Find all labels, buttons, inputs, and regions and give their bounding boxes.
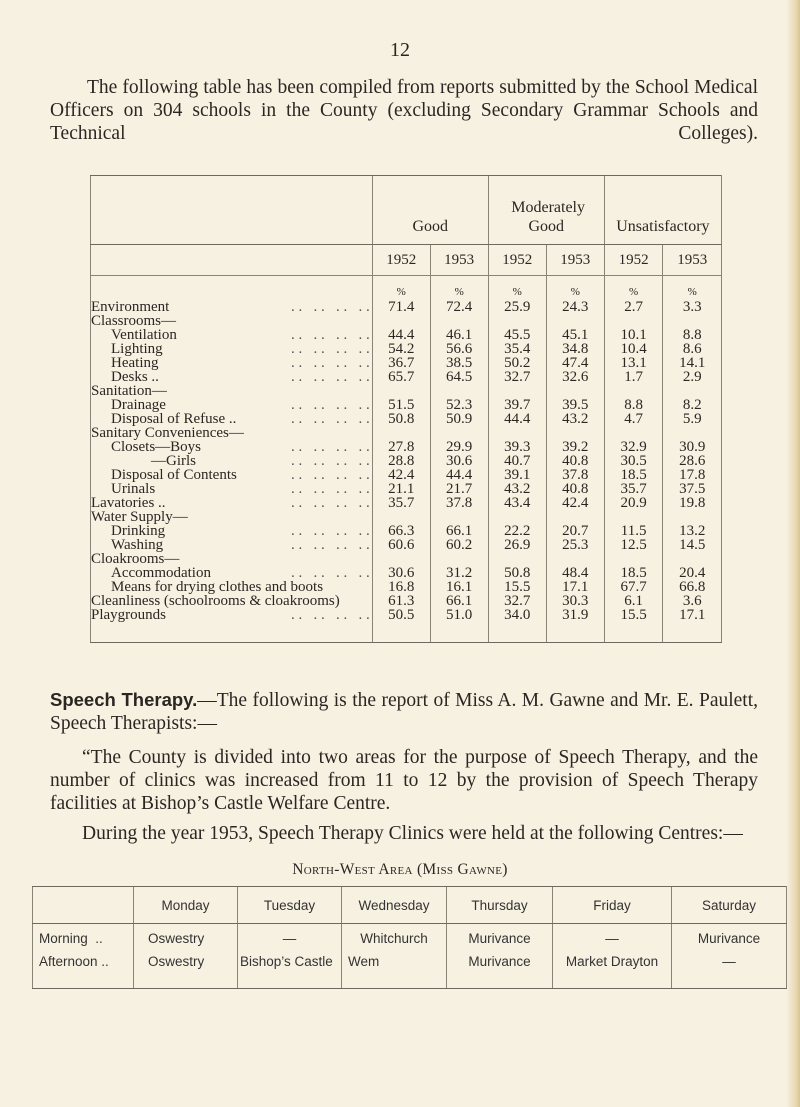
value-cell: 71.4 bbox=[372, 300, 430, 314]
empty-cell bbox=[430, 622, 488, 643]
empty-cell bbox=[91, 622, 373, 643]
row-label bbox=[91, 342, 373, 356]
value-cell: 51.0 bbox=[430, 608, 488, 622]
row-label-text: Lavatories .. bbox=[91, 495, 166, 511]
value-cell: 28.6 bbox=[663, 454, 722, 468]
percent-symbol: % bbox=[604, 276, 663, 301]
schedule-cell: Whitchurch bbox=[342, 924, 447, 953]
value-cell bbox=[488, 510, 546, 524]
value-cell: 20.9 bbox=[604, 496, 663, 510]
row-label-text: Closets—Boys bbox=[111, 439, 202, 455]
leader-dots: . . . . . . . . bbox=[291, 369, 370, 385]
empty-cell bbox=[546, 622, 604, 643]
leader-dots: . . . . . . . . bbox=[291, 397, 370, 413]
row-label bbox=[91, 496, 373, 510]
row-label-text: Water Supply— bbox=[91, 509, 188, 525]
leader-dots: . . . . . . . . bbox=[291, 537, 370, 553]
schedule-cell: — bbox=[553, 924, 672, 953]
schedule-cell: Wem bbox=[342, 952, 447, 989]
value-cell: 44.4 bbox=[488, 412, 546, 426]
leader-dots: . . . . . . . . bbox=[291, 355, 370, 371]
leader-dots: . . . . . . . . bbox=[291, 439, 370, 455]
leader-dots: . . . . . . . . bbox=[291, 607, 370, 623]
row-label bbox=[91, 538, 373, 552]
value-cell: 8.2 bbox=[663, 398, 722, 412]
value-cell: 30.3 bbox=[546, 594, 604, 608]
value-cell: 61.3 bbox=[372, 594, 430, 608]
leader-dots: . . . . . . . . bbox=[291, 327, 370, 343]
table-row bbox=[91, 454, 722, 468]
value-cell: 30.6 bbox=[372, 566, 430, 580]
value-cell: 3.6 bbox=[663, 594, 722, 608]
row-label-text: Drinking bbox=[111, 523, 166, 539]
value-cell: 64.5 bbox=[430, 370, 488, 384]
schedule-cell: Murivance bbox=[672, 924, 787, 953]
value-cell: 8.8 bbox=[663, 328, 722, 342]
year-header: 1953 bbox=[663, 245, 722, 276]
value-cell: 50.5 bbox=[372, 608, 430, 622]
schedule-cell: Murivance bbox=[447, 924, 553, 953]
empty-cell bbox=[372, 622, 430, 643]
leader-dots: . . . . . . . . bbox=[291, 523, 370, 539]
intro-paragraph: The following table has been compiled from reports submitted by the School Medical Officers on 304 schools in the County (excluding Secondary Grammar Schools and Technical Colleges). bbox=[50, 77, 758, 144]
row-label bbox=[91, 314, 373, 328]
value-cell: 21.7 bbox=[430, 482, 488, 496]
value-cell: 40.8 bbox=[546, 482, 604, 496]
value-cell: 1.7 bbox=[604, 370, 663, 384]
table-row bbox=[91, 496, 722, 510]
value-cell: 66.3 bbox=[372, 524, 430, 538]
value-cell bbox=[430, 314, 488, 328]
value-cell bbox=[488, 426, 546, 440]
table-bottom-spacer bbox=[91, 622, 722, 643]
row-label bbox=[91, 580, 373, 594]
row-label bbox=[91, 566, 373, 580]
row-label bbox=[91, 440, 373, 454]
leader-dots: . . . . . . . . bbox=[291, 467, 370, 483]
day-header-wednesday: Wednesday bbox=[342, 887, 447, 924]
row-label-text: Sanitary Conveniences— bbox=[91, 425, 244, 441]
day-header-monday: Monday bbox=[134, 887, 238, 924]
table-row bbox=[91, 398, 722, 412]
schedule-cell: Oswestry bbox=[134, 952, 238, 989]
value-cell: 15.5 bbox=[604, 608, 663, 622]
leader-dots: . . . . . . . . bbox=[291, 495, 370, 511]
group-header-moderately-good: Moderately Good bbox=[488, 176, 604, 245]
schedule-corner-cell bbox=[33, 887, 134, 924]
value-cell: 24.3 bbox=[546, 300, 604, 314]
value-cell: 50.2 bbox=[488, 356, 546, 370]
value-cell bbox=[663, 552, 722, 566]
value-cell bbox=[372, 314, 430, 328]
value-cell: 39.2 bbox=[546, 440, 604, 454]
value-cell: 14.1 bbox=[663, 356, 722, 370]
value-cell: 30.5 bbox=[604, 454, 663, 468]
table-row bbox=[91, 328, 722, 342]
value-cell: 32.7 bbox=[488, 370, 546, 384]
school-conditions-table bbox=[90, 175, 722, 643]
row-label-text: Playgrounds bbox=[91, 607, 166, 623]
table-row bbox=[91, 384, 722, 398]
value-cell: 60.2 bbox=[430, 538, 488, 552]
survey-table-body bbox=[91, 276, 722, 643]
row-label-text: Desks .. bbox=[111, 369, 159, 385]
schedule-cell: Murivance bbox=[447, 952, 553, 989]
row-label bbox=[91, 482, 373, 496]
value-cell: 32.7 bbox=[488, 594, 546, 608]
value-cell: 50.8 bbox=[372, 412, 430, 426]
empty-cell bbox=[91, 276, 373, 301]
value-cell: 6.1 bbox=[604, 594, 663, 608]
value-cell: 20.4 bbox=[663, 566, 722, 580]
value-cell: 17.8 bbox=[663, 468, 722, 482]
value-cell: 13.1 bbox=[604, 356, 663, 370]
table-row bbox=[91, 356, 722, 370]
value-cell: 26.9 bbox=[488, 538, 546, 552]
row-label bbox=[91, 398, 373, 412]
value-cell: 10.4 bbox=[604, 342, 663, 356]
page-number: 12 bbox=[390, 39, 410, 61]
value-cell: 17.1 bbox=[546, 580, 604, 594]
value-cell: 2.9 bbox=[663, 370, 722, 384]
row-label bbox=[91, 426, 373, 440]
schedule-cell: Oswestry bbox=[134, 924, 238, 953]
value-cell: 35.4 bbox=[488, 342, 546, 356]
value-cell: 66.1 bbox=[430, 524, 488, 538]
group-header-good: Good bbox=[372, 176, 488, 245]
value-cell: 42.4 bbox=[372, 468, 430, 482]
row-label-text: Means for drying clothes and boots bbox=[111, 579, 324, 595]
speech-therapy-paragraph bbox=[50, 688, 758, 735]
value-cell: 60.6 bbox=[372, 538, 430, 552]
value-cell bbox=[372, 510, 430, 524]
speech-therapy-heading: Speech Therapy. bbox=[50, 689, 198, 710]
row-label-text: Accommodation bbox=[111, 565, 211, 581]
group-header-unsatisfactory: Unsatisfactory bbox=[604, 176, 721, 245]
value-cell: 15.5 bbox=[488, 580, 546, 594]
value-cell: 28.8 bbox=[372, 454, 430, 468]
value-cell: 25.3 bbox=[546, 538, 604, 552]
row-label bbox=[91, 468, 373, 482]
value-cell bbox=[546, 384, 604, 398]
empty-cell bbox=[663, 622, 722, 643]
value-cell: 37.5 bbox=[663, 482, 722, 496]
value-cell bbox=[604, 510, 663, 524]
value-cell: 31.2 bbox=[430, 566, 488, 580]
value-cell: 13.2 bbox=[663, 524, 722, 538]
table-row bbox=[91, 608, 722, 622]
value-cell: 51.5 bbox=[372, 398, 430, 412]
value-cell bbox=[663, 314, 722, 328]
value-cell: 5.9 bbox=[663, 412, 722, 426]
page-edge-shadow bbox=[786, 0, 800, 1107]
value-cell bbox=[430, 510, 488, 524]
row-label bbox=[91, 552, 373, 566]
table-row bbox=[91, 552, 722, 566]
value-cell: 52.3 bbox=[430, 398, 488, 412]
row-label-text: —Girls bbox=[151, 453, 196, 469]
table-row bbox=[91, 510, 722, 524]
year-header: 1953 bbox=[546, 245, 604, 276]
value-cell bbox=[663, 510, 722, 524]
value-cell: 65.7 bbox=[372, 370, 430, 384]
value-cell: 34.8 bbox=[546, 342, 604, 356]
table-row bbox=[91, 524, 722, 538]
value-cell: 45.5 bbox=[488, 328, 546, 342]
clinic-schedule-table bbox=[32, 886, 787, 989]
empty-cell bbox=[488, 622, 546, 643]
table-row bbox=[91, 468, 722, 482]
value-cell bbox=[604, 552, 663, 566]
value-cell: 39.1 bbox=[488, 468, 546, 482]
table-row bbox=[91, 440, 722, 454]
row-label-text: Classrooms— bbox=[91, 313, 177, 329]
value-cell: 39.5 bbox=[546, 398, 604, 412]
value-cell: 39.7 bbox=[488, 398, 546, 412]
row-label-text: Environment bbox=[91, 299, 170, 315]
value-cell bbox=[546, 552, 604, 566]
leader-dots: . . . . . . . . bbox=[291, 299, 370, 315]
row-label-text: Sanitation— bbox=[91, 383, 167, 399]
value-cell bbox=[430, 426, 488, 440]
value-cell bbox=[488, 384, 546, 398]
value-cell: 2.7 bbox=[604, 300, 663, 314]
value-cell: 17.1 bbox=[663, 608, 722, 622]
value-cell: 31.9 bbox=[546, 608, 604, 622]
value-cell: 10.1 bbox=[604, 328, 663, 342]
row-label-text: Cleanliness (schoolrooms & cloakrooms) bbox=[91, 593, 340, 609]
value-cell: 39.3 bbox=[488, 440, 546, 454]
row-label bbox=[91, 356, 373, 370]
value-cell: 30.9 bbox=[663, 440, 722, 454]
year-header: 1952 bbox=[372, 245, 430, 276]
session-label: Morning .. bbox=[33, 924, 134, 953]
year-header: 1953 bbox=[430, 245, 488, 276]
row-label-text: Ventilation bbox=[111, 327, 177, 343]
value-cell: 46.1 bbox=[430, 328, 488, 342]
value-cell bbox=[372, 552, 430, 566]
year-header: 1952 bbox=[604, 245, 663, 276]
table-row bbox=[91, 342, 722, 356]
value-cell: 8.6 bbox=[663, 342, 722, 356]
day-header-saturday: Saturday bbox=[672, 887, 787, 924]
percent-symbol: % bbox=[372, 276, 430, 301]
value-cell: 11.5 bbox=[604, 524, 663, 538]
value-cell: 50.8 bbox=[488, 566, 546, 580]
value-cell: 18.5 bbox=[604, 566, 663, 580]
day-header-tuesday: Tuesday bbox=[238, 887, 342, 924]
table-row bbox=[91, 594, 722, 608]
value-cell: 34.0 bbox=[488, 608, 546, 622]
row-label-text: Disposal of Contents bbox=[111, 467, 237, 483]
value-cell: 43.2 bbox=[546, 412, 604, 426]
leader-dots: . . . . . . . . bbox=[291, 481, 370, 497]
day-header-thursday: Thursday bbox=[447, 887, 553, 924]
value-cell bbox=[372, 384, 430, 398]
value-cell bbox=[546, 510, 604, 524]
value-cell: 66.8 bbox=[663, 580, 722, 594]
row-label-text: Cloakrooms— bbox=[91, 551, 180, 567]
value-cell: 43.2 bbox=[488, 482, 546, 496]
value-cell: 8.8 bbox=[604, 398, 663, 412]
schedule-cell: — bbox=[672, 952, 787, 989]
row-label bbox=[91, 370, 373, 384]
row-label-text: Washing bbox=[111, 537, 164, 553]
leader-dots: . . . . . . . . bbox=[291, 565, 370, 581]
value-cell: 36.7 bbox=[372, 356, 430, 370]
row-label-text: Urinals bbox=[111, 481, 156, 497]
leader-dots: . . . . . . . . bbox=[291, 411, 370, 427]
schedule-row-afternoon bbox=[33, 952, 787, 989]
value-cell: 45.1 bbox=[546, 328, 604, 342]
value-cell bbox=[604, 314, 663, 328]
year-header: 1952 bbox=[488, 245, 546, 276]
percent-symbol-row bbox=[91, 276, 722, 301]
row-label bbox=[91, 524, 373, 538]
clinics-intro: During the year 1953, Speech Therapy Clinics were held at the following Centres:— bbox=[82, 823, 743, 844]
value-cell: 56.6 bbox=[430, 342, 488, 356]
group-header-row bbox=[91, 176, 722, 245]
table-row bbox=[91, 300, 722, 314]
value-cell bbox=[372, 426, 430, 440]
value-cell: 14.5 bbox=[663, 538, 722, 552]
empty-cell bbox=[604, 622, 663, 643]
leader-dots: . . . . . . . . bbox=[291, 453, 370, 469]
table-row bbox=[91, 566, 722, 580]
value-cell: 16.8 bbox=[372, 580, 430, 594]
row-label bbox=[91, 384, 373, 398]
value-cell: 22.2 bbox=[488, 524, 546, 538]
schedule-header-row bbox=[33, 887, 787, 924]
value-cell: 12.5 bbox=[604, 538, 663, 552]
value-cell: 27.8 bbox=[372, 440, 430, 454]
value-cell: 40.8 bbox=[546, 454, 604, 468]
schedule-row-morning bbox=[33, 924, 787, 953]
leader-dots: . . . . . . . . bbox=[291, 341, 370, 357]
session-label: Afternoon .. bbox=[33, 952, 134, 989]
row-label bbox=[91, 412, 373, 426]
value-cell: 54.2 bbox=[372, 342, 430, 356]
label-header-cell bbox=[91, 176, 373, 245]
value-cell bbox=[604, 384, 663, 398]
row-label-text: Lighting bbox=[111, 341, 163, 357]
value-cell: 25.9 bbox=[488, 300, 546, 314]
row-label bbox=[91, 510, 373, 524]
day-header-friday: Friday bbox=[553, 887, 672, 924]
value-cell: 48.4 bbox=[546, 566, 604, 580]
row-label bbox=[91, 300, 373, 314]
value-cell: 29.9 bbox=[430, 440, 488, 454]
value-cell: 20.7 bbox=[546, 524, 604, 538]
table-row bbox=[91, 412, 722, 426]
year-label-cell bbox=[91, 245, 373, 276]
schedule-cell: Market Drayton bbox=[553, 952, 672, 989]
value-cell: 35.7 bbox=[372, 496, 430, 510]
value-cell: 16.1 bbox=[430, 580, 488, 594]
table-row bbox=[91, 314, 722, 328]
schedule-cell: Bishop’s Castle bbox=[238, 952, 342, 989]
value-cell: 50.9 bbox=[430, 412, 488, 426]
value-cell: 30.6 bbox=[430, 454, 488, 468]
value-cell: 42.4 bbox=[546, 496, 604, 510]
table-row bbox=[91, 426, 722, 440]
value-cell: 72.4 bbox=[430, 300, 488, 314]
value-cell: 38.5 bbox=[430, 356, 488, 370]
row-label bbox=[91, 594, 373, 608]
speech-therapy-quote: “The County is divided into two areas for the purpose of Speech Therapy, and the number of clinics was increased from 11 to 12 by the provision of Speech Therapy facilities at Bishop’s Castle Welfare Centre. bbox=[50, 747, 758, 814]
value-cell bbox=[488, 314, 546, 328]
value-cell bbox=[546, 314, 604, 328]
value-cell bbox=[488, 552, 546, 566]
value-cell bbox=[430, 552, 488, 566]
value-cell bbox=[604, 426, 663, 440]
value-cell bbox=[663, 384, 722, 398]
table-row bbox=[91, 370, 722, 384]
table-row bbox=[91, 482, 722, 496]
value-cell: 3.3 bbox=[663, 300, 722, 314]
value-cell: 67.7 bbox=[604, 580, 663, 594]
value-cell: 40.7 bbox=[488, 454, 546, 468]
value-cell: 44.4 bbox=[372, 328, 430, 342]
percent-symbol: % bbox=[488, 276, 546, 301]
row-label-text: Disposal of Refuse .. bbox=[111, 411, 237, 427]
row-label bbox=[91, 328, 373, 342]
schedule-cell: — bbox=[238, 924, 342, 953]
value-cell bbox=[430, 384, 488, 398]
row-label bbox=[91, 608, 373, 622]
row-label-text: Heating bbox=[111, 355, 159, 371]
percent-symbol: % bbox=[430, 276, 488, 301]
table-row bbox=[91, 580, 722, 594]
value-cell bbox=[546, 426, 604, 440]
value-cell: 32.9 bbox=[604, 440, 663, 454]
value-cell: 35.7 bbox=[604, 482, 663, 496]
row-label bbox=[91, 454, 373, 468]
percent-symbol: % bbox=[546, 276, 604, 301]
value-cell: 37.8 bbox=[430, 496, 488, 510]
value-cell: 47.4 bbox=[546, 356, 604, 370]
value-cell: 66.1 bbox=[430, 594, 488, 608]
table-row bbox=[91, 538, 722, 552]
percent-symbol: % bbox=[663, 276, 722, 301]
value-cell: 44.4 bbox=[430, 468, 488, 482]
value-cell: 18.5 bbox=[604, 468, 663, 482]
year-header-row bbox=[91, 245, 722, 276]
row-label-text: Drainage bbox=[111, 397, 166, 413]
speech-therapy-text: —The following is the report of Miss A. M. Gawne and Mr. E. Paulett, Speech Therapists:— bbox=[50, 690, 759, 734]
value-cell: 19.8 bbox=[663, 496, 722, 510]
value-cell: 4.7 bbox=[604, 412, 663, 426]
value-cell: 37.8 bbox=[546, 468, 604, 482]
value-cell: 32.6 bbox=[546, 370, 604, 384]
value-cell bbox=[663, 426, 722, 440]
area-heading: North-West Area (Miss Gawne) bbox=[292, 861, 508, 878]
value-cell: 21.1 bbox=[372, 482, 430, 496]
value-cell: 43.4 bbox=[488, 496, 546, 510]
